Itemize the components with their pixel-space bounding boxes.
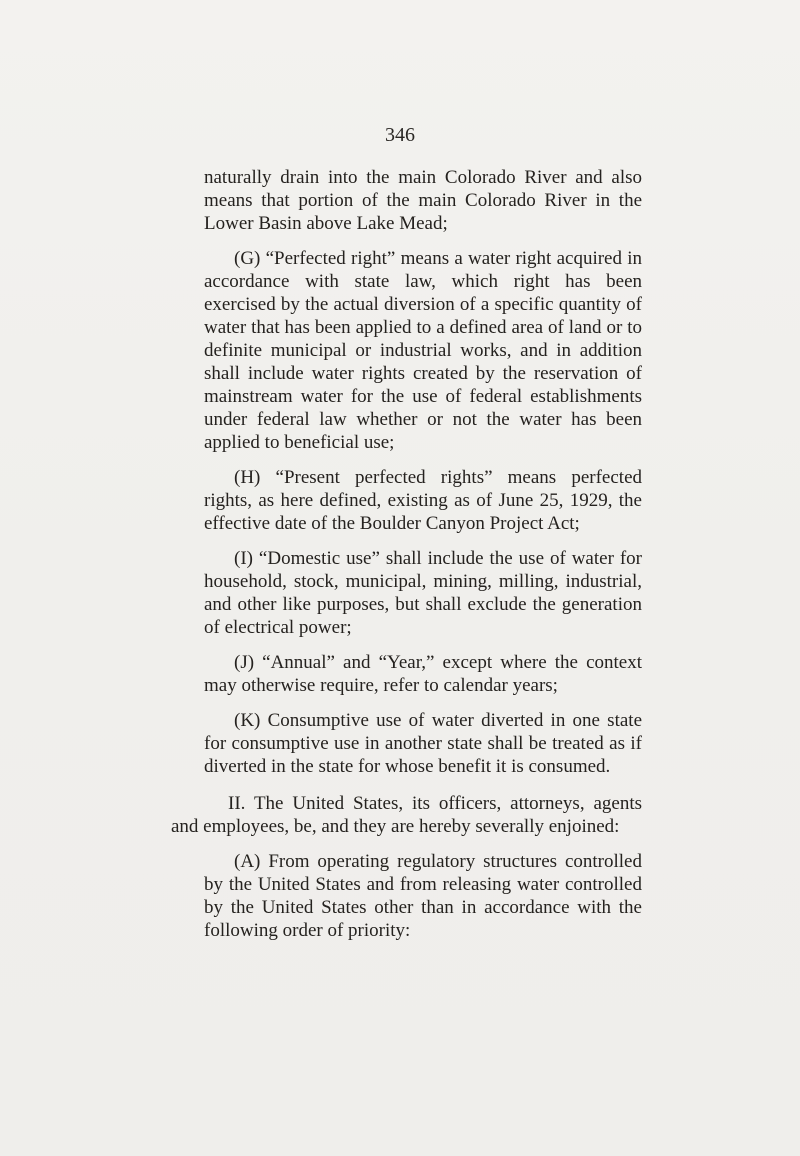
paragraph-i-domestic-use: (I) “Domestic use” shall include the use of water for household, stock, municipal, mining, milling, industrial, and other like purposes, but shall exclude the generation of electrical power; — [204, 548, 642, 638]
page-number: 346 — [385, 124, 415, 146]
paragraph-k-consumptive-use: (K) Consumptive use of water diverted in one state for consumptive use in another state shall be treated as if diverted in the state for whose benefit it is consumed. — [204, 710, 642, 777]
document-body — [171, 166, 642, 954]
paragraph-a-order-of-priority: (A) From operating regulatory structures controlled by the United States and from releasing water controlled by the United States other than in accordance with the following order of priority: — [204, 851, 642, 941]
paragraph-continuation: naturally drain into the main Colorado River and also means that portion of the main Colorado River in the Lower Basin above Lake Mead; — [204, 167, 642, 234]
paragraph-g-perfected-right: (G) “Perfected right” means a water right acquired in accordance with state law, which right has been exercised by the actual diversion of a specific quantity of water that has been applied to a defined area of land or to definite municipal or industrial works, and in addition shall include water rights created by the reservation of mainstream water for the use of federal establishments under federal law whether or not the water has been applied to beneficial use; — [204, 248, 642, 453]
paragraph-h-present-perfected-rights: (H) “Present perfected rights” means perfected rights, as here defined, existing as of June 25, 1929, the effective date of the Boulder Canyon Project Act; — [204, 467, 642, 534]
section-ii-injunction: II. The United States, its officers, attorneys, agents and employees, be, and they are hereby severally enjoined: — [171, 793, 642, 837]
paragraph-j-annual-year: (J) “Annual” and “Year,” except where the context may otherwise require, refer to calendar years; — [204, 652, 642, 696]
